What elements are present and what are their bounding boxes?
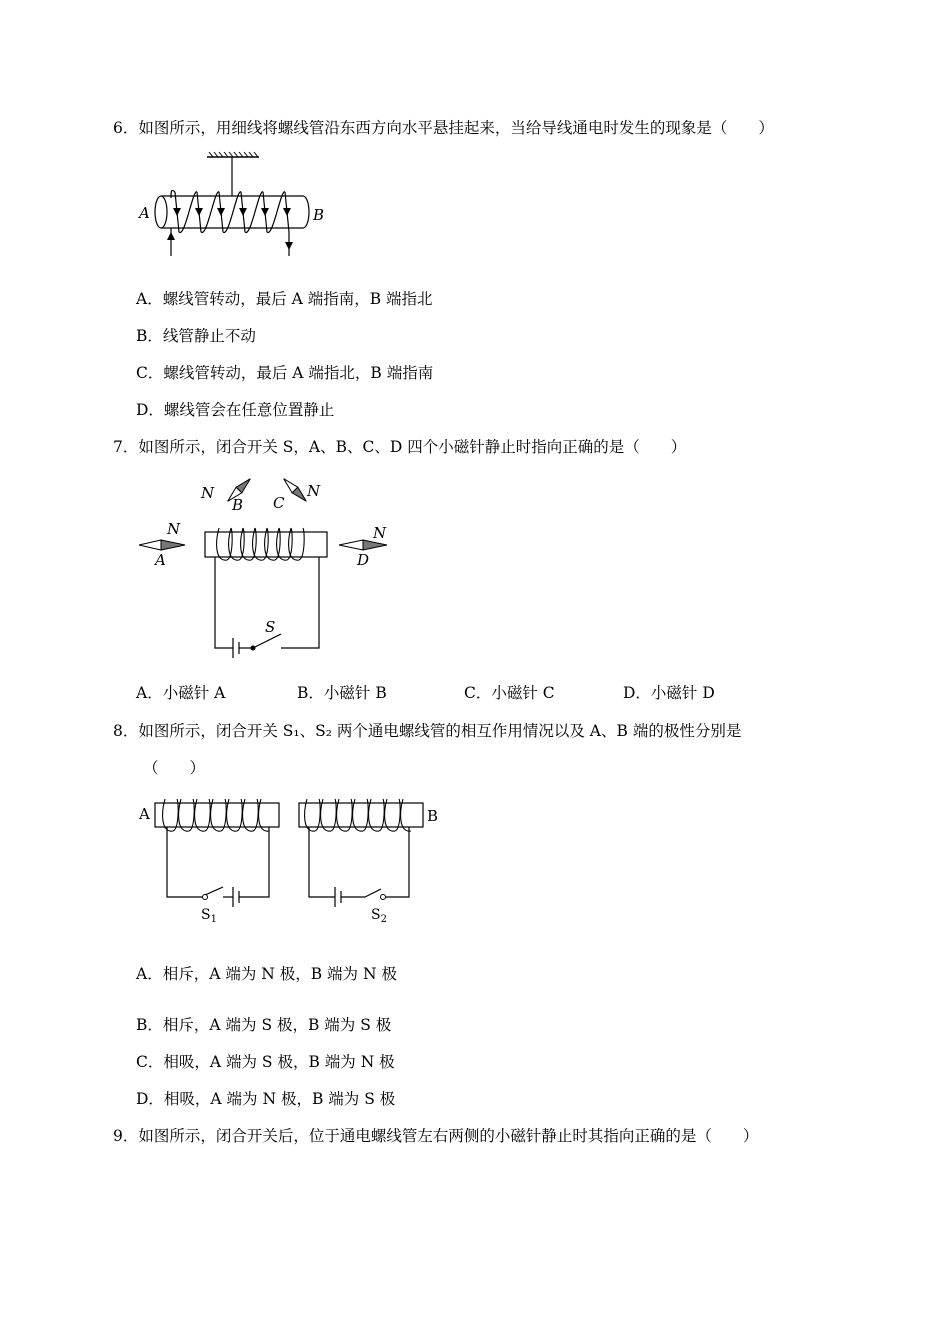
q8-option-c[interactable]: C．相吸，A 端为 S 极，B 端为 N 极 — [136, 1053, 395, 1071]
label-b: B — [313, 206, 325, 224]
label-a: A — [139, 204, 150, 222]
question-6-figure — [135, 152, 335, 262]
needle-c-label: C — [273, 494, 285, 512]
question-6-stem: 6．如图所示，用细线将螺线管沿东西方向水平悬挂起来，当给导线通电时发生的现象是（ ） — [113, 119, 774, 137]
question-7-figure — [135, 472, 405, 662]
question-9-stem: 9．如图所示，闭合开关后，位于通电螺线管左右两侧的小磁针静止时其指向正确的是（ ） — [113, 1127, 759, 1145]
needle-a-label: A — [155, 551, 166, 569]
needle-b-label: B — [232, 496, 244, 514]
q7-option-a[interactable]: A．小磁针 A — [136, 684, 226, 702]
needle-a-n: N — [167, 520, 181, 538]
q6-option-b[interactable]: B．线管静止不动 — [136, 327, 256, 345]
switch-s: S — [265, 618, 276, 636]
question-7-stem: 7．如图所示，闭合开关 S，A、B、C、D 四个小磁针静止时指向正确的是（ ） — [113, 438, 687, 456]
needle-d-label: D — [357, 551, 370, 569]
q8-option-d[interactable]: D．相吸，A 端为 N 极，B 端为 S 极 — [136, 1090, 396, 1108]
q7-option-b[interactable]: B．小磁针 B — [297, 684, 387, 702]
needle-c-n: N — [307, 482, 321, 500]
q6-option-a[interactable]: A．螺线管转动，最后 A 端指南，B 端指北 — [136, 290, 433, 308]
needle-b-n: N — [201, 484, 215, 502]
switch-s1: $S_1$ — [201, 907, 217, 925]
q7-option-d[interactable]: D．小磁针 D — [623, 684, 715, 702]
switch-s2: $S_2$ — [371, 907, 387, 925]
needle-d-n: N — [373, 524, 387, 542]
question-8-stem: 8．如图所示，闭合开关 S₁、S₂ 两个通电螺线管的相互作用情况以及 A、B 端的极性分别是 — [113, 722, 742, 740]
q8-option-a[interactable]: A．相斥，A 端为 N 极，B 端为 N 极 — [136, 965, 397, 983]
needle-c — [281, 476, 309, 504]
question-8-figure — [135, 795, 445, 925]
fig8-label-b: B — [427, 807, 439, 825]
fig8-label-a: A — [139, 805, 150, 823]
q7-option-c[interactable]: C．小磁针 C — [464, 684, 555, 702]
q6-option-c[interactable]: C．螺线管转动，最后 A 端指北，B 端指南 — [136, 364, 434, 382]
q6-option-d[interactable]: D．螺线管会在任意位置静止 — [136, 401, 335, 419]
question-8-paren: （ ） — [143, 759, 206, 777]
q8-option-b[interactable]: B．相斥，A 端为 S 极，B 端为 S 极 — [136, 1016, 392, 1034]
